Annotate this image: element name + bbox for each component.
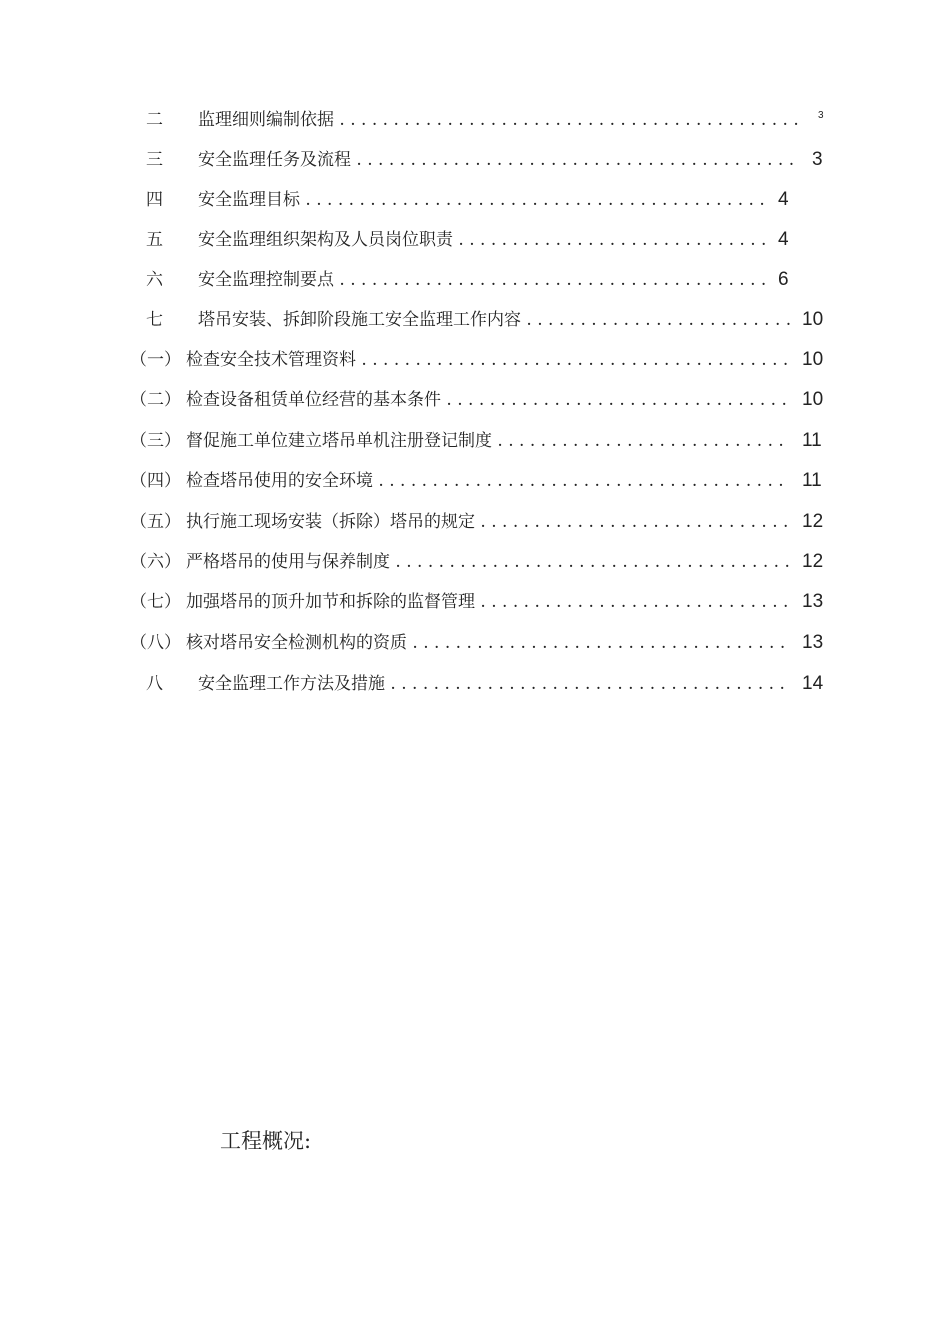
toc-entry-title: 安全监理工作方法及措施 . . . <box>198 669 790 699</box>
toc-entry-title: 安全监理目标 . . . <box>198 185 766 215</box>
toc-entry-number: （一） <box>130 350 181 370</box>
toc-entry-title: 塔吊安装、拆卸阶段施工安全监理工作内容 . . . <box>198 305 790 335</box>
section-heading: 工程概况: <box>220 1129 312 1153</box>
toc-entry-number: 七 <box>146 310 163 330</box>
toc-entry[interactable] <box>0 185 950 215</box>
toc-entry-page: 6 <box>778 269 789 290</box>
toc-entry[interactable] <box>0 145 950 175</box>
toc-entry[interactable] <box>0 385 950 415</box>
toc-entry-title: 安全监理控制要点 . . . <box>198 265 766 295</box>
toc-entry-number: （七） <box>130 592 181 612</box>
toc-entry-page: 4 <box>778 189 789 210</box>
toc-entry[interactable] <box>0 507 950 537</box>
toc-entry[interactable] <box>0 628 950 658</box>
toc-entry-title: 督促施工单位建立塔吊单机注册登记制度 . . . <box>186 426 790 456</box>
toc-entry-title: 检查安全技术管理资料 . . . <box>186 345 790 375</box>
toc-entry-title: 核对塔吊安全检测机构的资质 . . . <box>186 628 790 658</box>
toc-entry-page: 12 <box>802 511 824 532</box>
toc-entry-page: 4 <box>778 229 789 250</box>
toc-entry-title: 检查设备租赁单位经营的基本条件 . . . <box>186 385 790 415</box>
toc-entry-page: 3 <box>818 110 824 121</box>
toc-entry-number: 二 <box>146 110 163 130</box>
toc-entry-page: 13 <box>802 591 824 612</box>
toc-entry-page: 11 <box>802 430 822 451</box>
toc-entry-title: 加强塔吊的顶升加节和拆除的监督管理 . . . <box>186 587 790 617</box>
toc-entry-number: 五 <box>146 230 163 250</box>
toc-entry-number: （四） <box>130 471 181 491</box>
toc-entry[interactable] <box>0 426 950 456</box>
toc-entry-title: 安全监理组织架构及人员岗位职责 . . . <box>198 225 766 255</box>
toc-entry[interactable] <box>0 547 950 577</box>
toc-entry-page: 10 <box>802 309 824 330</box>
toc-entry-title: 监理细则编制依据 . . . <box>198 105 805 135</box>
toc-entry-title: 检查塔吊使用的安全环境 . . . <box>186 466 790 496</box>
toc-entry-page: 10 <box>802 349 824 370</box>
toc-entry-number: （五） <box>130 512 181 532</box>
toc-entry[interactable] <box>0 345 950 375</box>
toc-entry-page: 3 <box>812 149 823 170</box>
toc-entry-page: 14 <box>802 673 824 694</box>
toc-entry-title: 严格塔吊的使用与保养制度 . . . <box>186 547 790 577</box>
toc-entry[interactable] <box>0 587 950 617</box>
toc-entry[interactable] <box>0 466 950 496</box>
toc-entry-number: （三） <box>130 431 181 451</box>
toc-entry-title: 执行施工现场安装（拆除）塔吊的规定 . . . <box>186 507 790 537</box>
toc-entry[interactable] <box>0 105 950 135</box>
toc-entry-page: 10 <box>802 389 824 410</box>
toc-entry-number: （六） <box>130 552 181 572</box>
toc-entry-number: 三 <box>146 150 163 170</box>
toc-entry[interactable] <box>0 305 950 335</box>
toc-entry-number: （八） <box>130 633 181 653</box>
toc-entry-page: 12 <box>802 551 824 572</box>
toc-entry[interactable] <box>0 225 950 255</box>
toc-entry[interactable] <box>0 669 950 699</box>
toc-entry-number: 六 <box>146 270 163 290</box>
toc-entry-page: 11 <box>802 470 822 491</box>
toc-entry-number: 八 <box>146 674 163 694</box>
toc-entry-number: 四 <box>146 190 163 210</box>
toc-entry[interactable] <box>0 265 950 295</box>
toc-entry-number: （二） <box>130 390 181 410</box>
toc-entry-title: 安全监理任务及流程 . . . <box>198 145 800 175</box>
toc-entry-page: 13 <box>802 632 824 653</box>
